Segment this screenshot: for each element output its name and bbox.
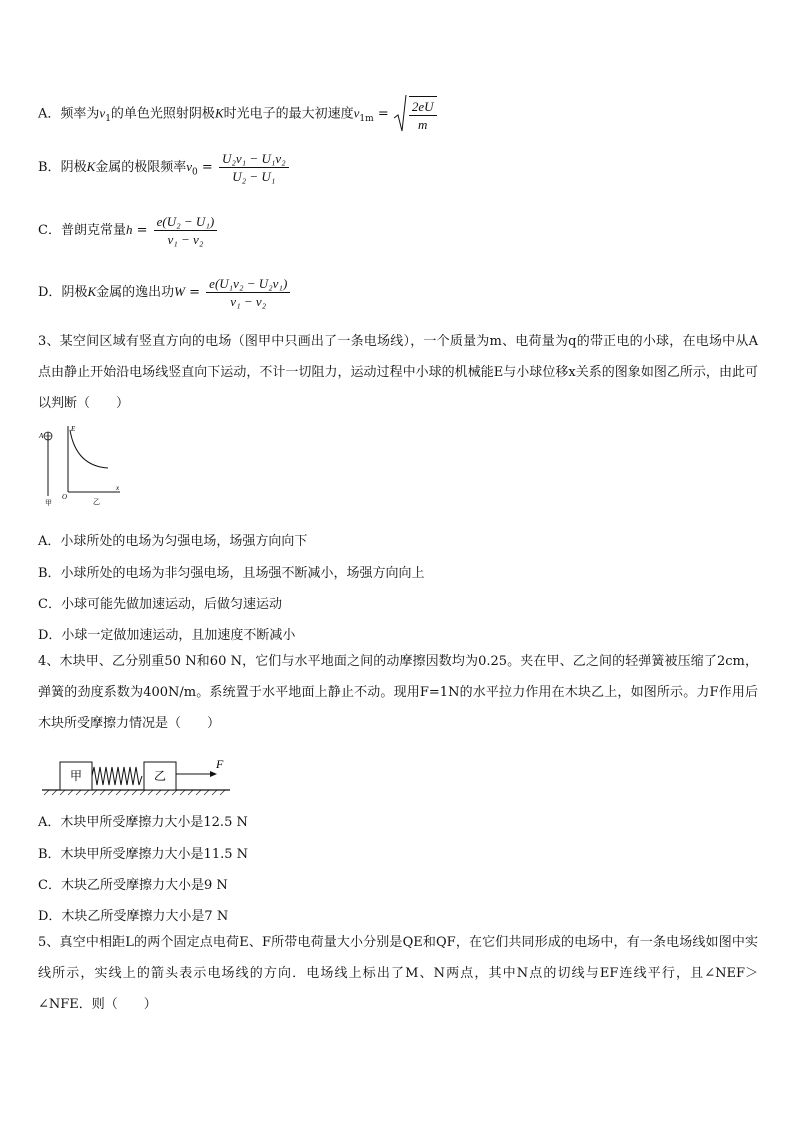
q4-option-c: C．木块乙所受摩擦力大小是9 N <box>38 878 228 893</box>
arrow-head <box>210 771 217 777</box>
q3-stem: 3、某空间区域有竖直方向的电场（图甲中只画出了一条电场线），一个质量为m、电荷量为q的带正电的小球，在电场中从A点由静止开始沿电场线竖直向下运动，不计一切阻力，运动过程中小球的机械能E与小球位移x关系的图象如图乙所示，由此可以判断（ ） <box>38 334 758 411</box>
label-e: E <box>71 425 76 433</box>
sqrt-sign <box>393 94 407 134</box>
sqrt-expression: $\frac{2eU}{m}$ <box>393 94 439 134</box>
q2-option-a: A．频率为$\nu_1$的单色光照射阴极K时光电子的最大初速度$\nu_{1m}$ = $\frac{2eU}{m}$ <box>38 94 439 134</box>
q2-option-b: B．阴极K金属的极限频率$\nu_0$ = $\frac{\text{U₂ν₁ − U₁ν₂}}{\text{U₂ − U₁}}$ <box>38 150 291 185</box>
label-origin: O <box>62 493 68 501</box>
svg-text:乙: 乙 <box>154 769 167 783</box>
q3-figure <box>38 422 138 512</box>
label-x: x <box>116 484 120 492</box>
q4-figure <box>40 756 240 800</box>
q2-option-c: C．普朗克常量h = $\frac{\text{e(U₂ − U₁)}}{\text{ν₁ − ν₂}}$ <box>38 213 219 248</box>
energy-curve <box>70 430 108 468</box>
label-yi: 乙 <box>93 498 100 506</box>
q3-option-d: D．小球一定做加速运动，且加速度不断减小 <box>38 628 296 643</box>
spring <box>92 767 142 785</box>
fraction: $\frac{\text{U₂ν₁ − U₁ν₂}}{\text{U₂ − U₁}}$ <box>219 150 289 185</box>
q4-option-b: B．木块甲所受摩擦力大小是11.5 N <box>38 847 249 862</box>
label-f: F <box>216 757 224 771</box>
q3-option-a: A．小球所处的电场为匀强电场，场强方向向下 <box>38 534 308 549</box>
label-jia: 甲 <box>45 499 52 507</box>
svg-text:甲: 甲 <box>70 769 83 783</box>
fraction: $\frac{\text{e(U₁ν₂ − U₂ν₁)}}{\text{ν₁ − ν₂}}$ <box>206 275 290 310</box>
q4-option-a: A．木块甲所受摩擦力大小是12.5 N <box>38 815 248 830</box>
q3-option-c: C．小球可能先做加速运动，后做匀速运动 <box>38 597 282 612</box>
label-a: A <box>39 432 44 440</box>
q5-stem: 5、真空中相距L的两个固定点电荷E、F所带电荷量大小分别是QE和QF，在它们共同形成的电场中，有一条电场线如图中实线所示，实线上的箭头表示电场线的方向．电场线上标出了M、N两点，其中N点的切线与EF连线平行，且∠NEF＞∠NFE．则（ ） <box>38 935 758 1012</box>
q3-option-b: B．小球所处的电场为非匀强电场，且场强不断减小，场强方向向上 <box>38 566 425 581</box>
q4-option-d: D．木块乙所受摩擦力大小是7 N <box>38 909 229 924</box>
ground-hatch <box>44 790 225 795</box>
fraction: $\frac{\text{e(U₂ − U₁)}}{\text{ν₁ − ν₂}}$ <box>154 213 218 248</box>
q4-stem: 4、木块甲、乙分别重50 N和60 N，它们与水平地面之间的动摩擦因数均为0.25。夹在甲、乙之间的轻弹簧被压缩了2cm，弹簧的劲度系数为400N/m。系统置于水平地面上静止不动。现用F=1N的水平拉力作用在木块乙上，如图所示。力F作用后木块所受摩擦力情况是（ ） <box>38 654 758 731</box>
q2-option-d: D．阴极K金属的逸出功W = $\frac{\text{e(U₁ν₂ − U₂ν₁)}}{\text{ν₁ − ν₂}}$ <box>38 275 292 310</box>
